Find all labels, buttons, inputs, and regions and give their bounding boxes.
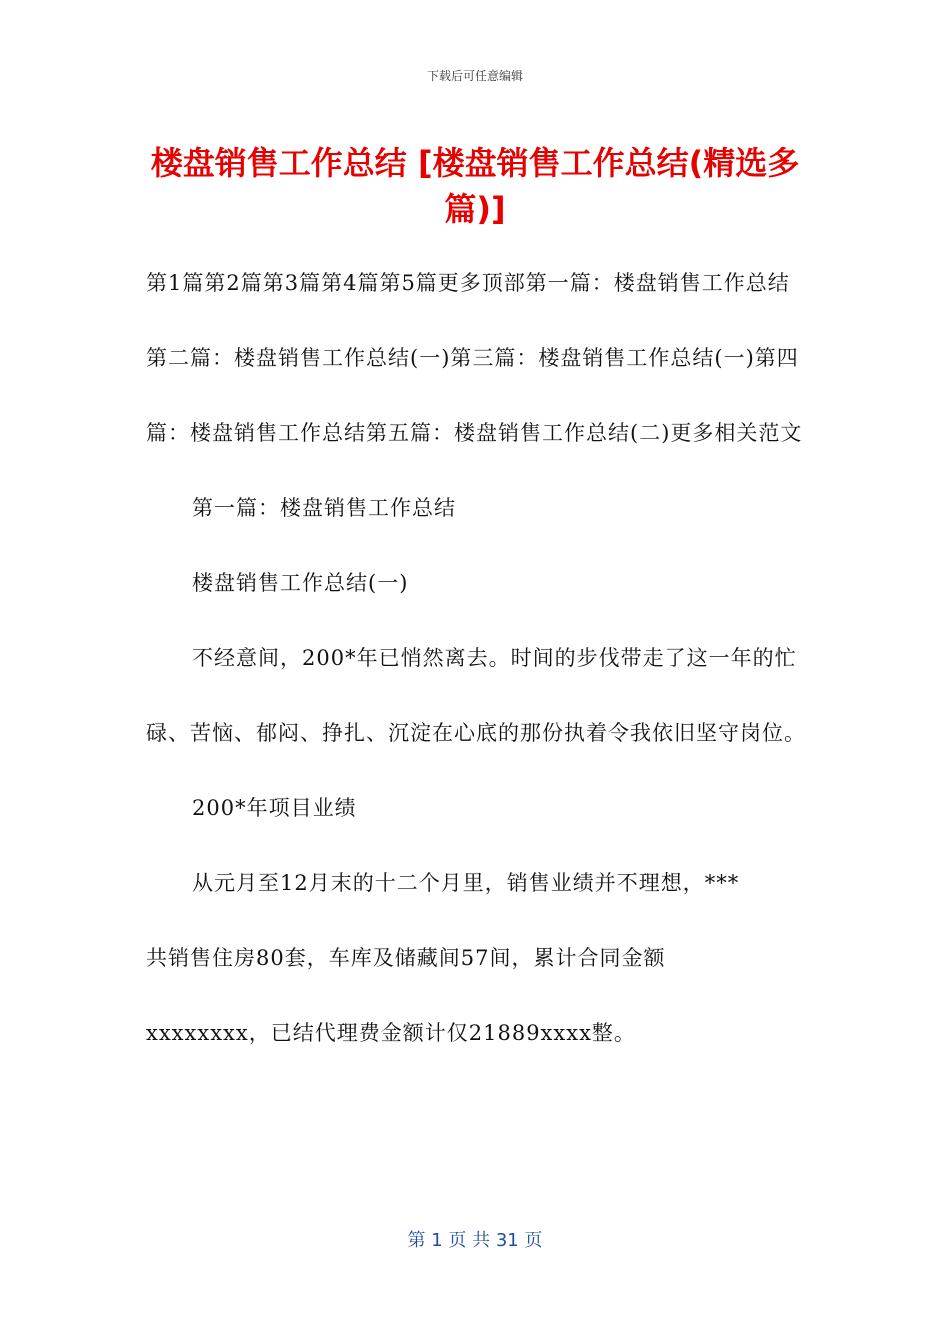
page-number-footer: 第 1 页 共 31 页 xyxy=(407,1230,543,1251)
performance-line-2: 共销售住房80套，车库及储藏间57间，累计合同金额 xyxy=(146,946,666,970)
performance-line-1: 从元月至12月末的十二个月里，销售业绩并不理想，*** xyxy=(192,871,740,895)
toc-paragraph: 第1篇第2篇第3篇第4篇第5篇更多顶部第一篇：楼盘销售工作总结第二篇：楼盘销售工作总结(一)第三篇：楼盘销售工作总结(一)第四篇：楼盘销售工作总结第五篇：楼盘销售工作总结(二)更多相关范文 xyxy=(146,271,803,445)
document-title: 楼盘销售工作总结 [楼盘销售工作总结(精选多篇)] xyxy=(150,144,800,228)
performance-line-3: xxxxxxxx，已结代理费金额计仅21889xxxx整。 xyxy=(146,1021,636,1045)
subheading: 楼盘销售工作总结(一) xyxy=(192,571,409,595)
intro-paragraph: 不经意间，200*年已悄然离去。时间的步伐带走了这一年的忙碌、苦恼、郁闷、挣扎、沉淀在心底的那份执着令我依旧坚守岗位。 xyxy=(146,646,806,745)
header-note: 下载后可任意编辑 xyxy=(426,69,523,83)
document-body xyxy=(146,246,806,1071)
section-heading: 第一篇：楼盘销售工作总结 xyxy=(192,496,456,520)
performance-heading: 200*年项目业绩 xyxy=(192,796,357,820)
